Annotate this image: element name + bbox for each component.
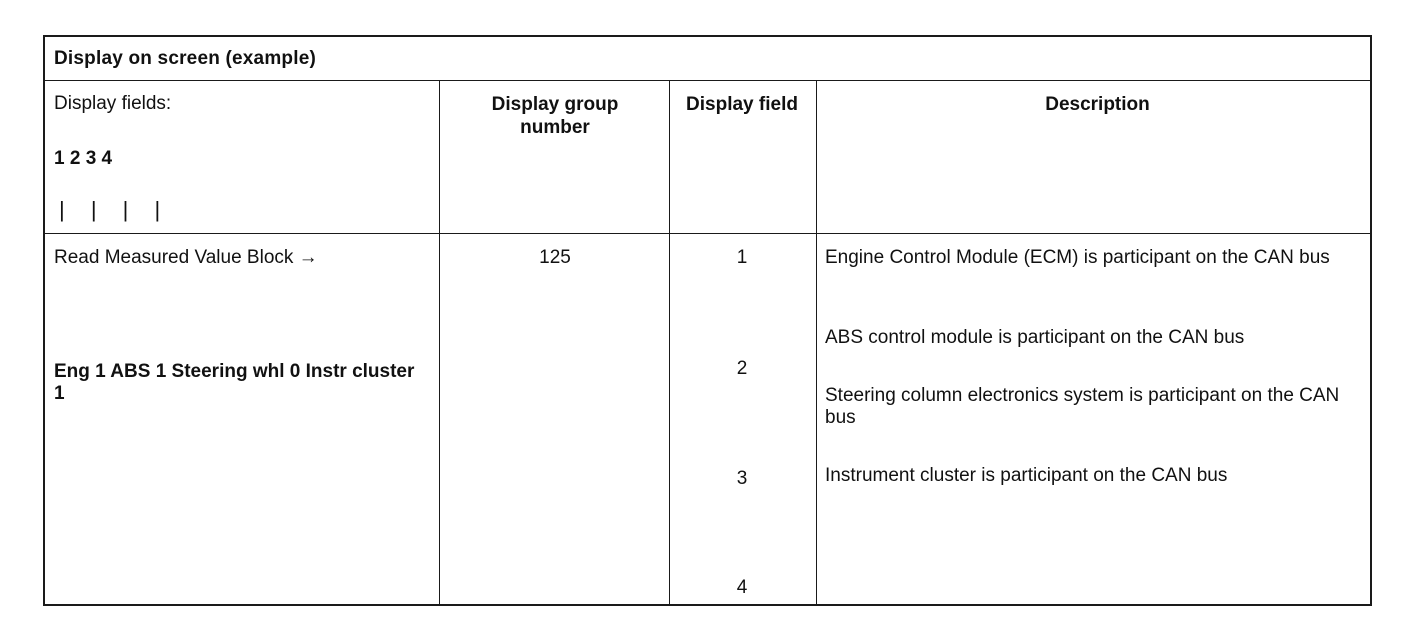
description-3: Steering column electronics system is participant on the CAN bus — [825, 385, 1340, 428]
column-divider-3 — [816, 81, 817, 604]
description-2: ABS control module is participant on the CAN bus — [825, 327, 1245, 348]
header-divider — [45, 233, 1370, 234]
header-display-group-number: Display group number — [491, 94, 619, 138]
table-title: Display on screen (example) — [45, 37, 1370, 81]
display-fields-label: Display fields: — [54, 93, 172, 114]
display-field-4: 4 — [736, 577, 748, 598]
display-field-2: 2 — [736, 358, 748, 379]
display-table — [43, 35, 1372, 606]
description-4: Instrument cluster is participant on the CAN bus — [825, 465, 1228, 486]
header-description: Description — [1045, 94, 1150, 115]
column-divider-2 — [669, 81, 670, 604]
display-field-3: 3 — [736, 468, 748, 489]
read-measured-value-block: Read Measured Value Block → — [54, 247, 318, 268]
field-numbers: 1 2 3 4 — [54, 148, 113, 169]
description-1: Engine Control Module (ECM) is participant on the CAN bus — [825, 247, 1330, 268]
display-field-1: 1 — [736, 247, 748, 268]
column-divider-1 — [439, 81, 440, 604]
screen-example-text: Eng 1 ABS 1 Steering whl 0 Instr cluster 1 — [54, 361, 415, 404]
field-bars: | | | | — [59, 197, 171, 222]
group-number-value: 125 — [539, 247, 571, 268]
header-display-field: Display field — [686, 94, 798, 115]
